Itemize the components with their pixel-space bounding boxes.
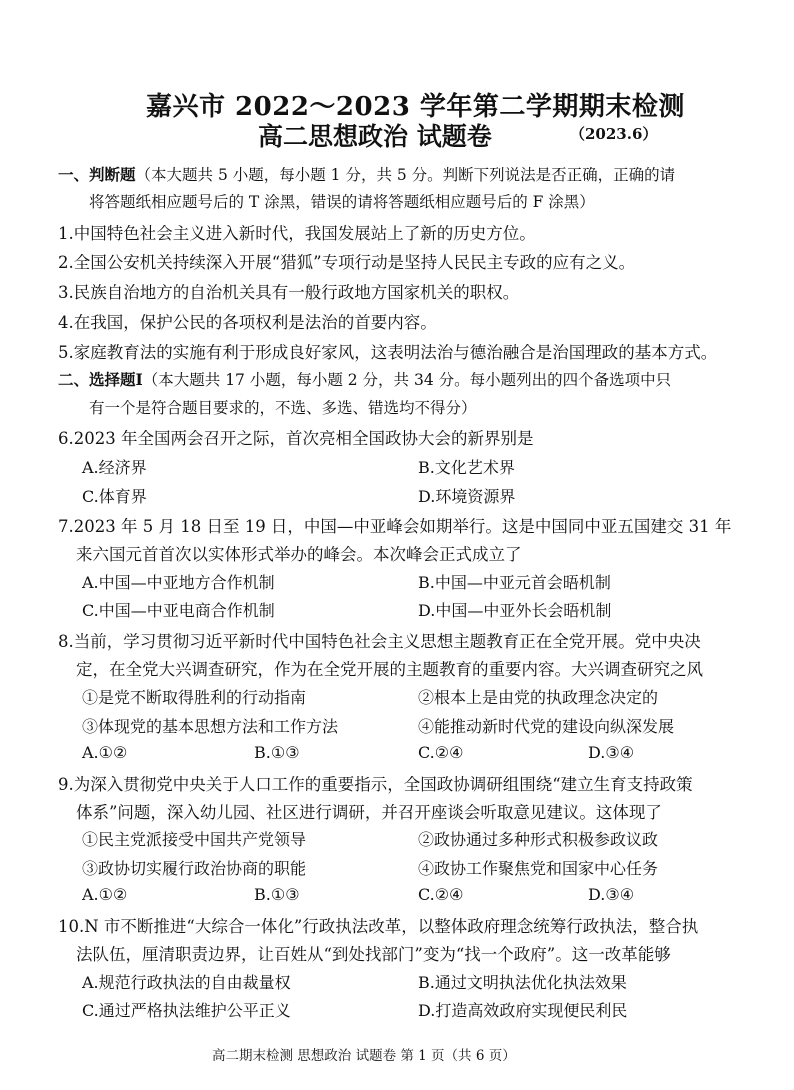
exam-date: （2023.6）	[570, 125, 658, 143]
q7-option-a: A.中国—中亚地方合作机制	[82, 573, 275, 592]
judgement-item-4: 4.在我国，保护公民的各项权利是法治的首要内容。	[58, 313, 437, 332]
q7-option-c: C.中国—中亚电商合作机制	[82, 601, 275, 620]
q8-option-c: C.②④	[418, 743, 464, 762]
q9-option-d: D.③④	[588, 885, 635, 904]
judgement-item-3: 3.民族自治地方的自治机关具有一般行政地方国家机关的职权。	[58, 283, 520, 302]
section2-desc1: （本大题共 17 小题，每小题 2 分，共 34 分。每小题列出的四个备选项中只	[142, 371, 672, 389]
q9-statement-4: ④政协工作聚焦党和国家中心任务	[418, 859, 659, 878]
q9-option-a: A.①②	[82, 885, 128, 904]
q10-option-b: B.通过文明执法优化执法效果	[418, 973, 627, 992]
q10-option-c: C.通过严格执法维护公平正义	[82, 1001, 291, 1020]
q8-option-a: A.①②	[82, 743, 128, 762]
q8-option-b: B.①③	[254, 743, 300, 762]
section2-desc2: 有一个是符合题目要求的，不选、多选、错选均不得分）	[89, 399, 477, 417]
q7-stem-line1: 7.2023 年 5 月 18 日至 19 日，中国—中亚峰会如期举行。这是中国同中亚五国建交 31 年	[58, 517, 732, 536]
q8-statement-3: ③体现党的基本思想方法和工作方法	[82, 717, 339, 736]
q10-stem-line2: 法队伍，厘清职责边界，让百姓从“到处找部门”变为“找一个政府”。这一改革能够	[76, 945, 671, 964]
page-footer: 高二期末检测 思想政治 试题卷 第 1 页（共 6 页）	[212, 1048, 516, 1064]
q6-option-b: B.文化艺术界	[418, 458, 515, 477]
exam-subtitle: 高二思想政治 试题卷	[258, 122, 492, 151]
q10-stem-line1: 10.N 市不断推进“大综合一体化”行政执法改革，以整体政府理念统筹行政执法，整合执	[58, 917, 699, 936]
section1-header	[58, 163, 675, 185]
section1-desc1: （本大题共 5 小题，每小题 1 分，共 5 分。判断下列说法是否正确，正确的请	[135, 166, 676, 184]
judgement-item-5: 5.家庭教育法的实施有利于形成良好家风，这表明法治与德治融合是治国理政的基本方式。	[58, 343, 718, 362]
q8-statement-4: ④能推动新时代党的建设向纵深发展	[418, 717, 675, 736]
q6-stem: 6.2023 年全国两会召开之际，首次亮相全国政协大会的新界别是	[58, 429, 534, 448]
q9-option-c: C.②④	[418, 885, 464, 904]
q9-statement-2: ②政协通过多种形式积极参政议政	[418, 830, 659, 849]
section2-heading: 二、选择题Ⅰ	[58, 370, 143, 389]
q9-stem-line2: 体系”问题，深入幼儿园、社区进行调研，并召开座谈会听取意见建议。这体现了	[76, 803, 662, 822]
q7-option-d: D.中国—中亚外长会晤机制	[418, 601, 612, 620]
judgement-item-2: 2.全国公安机关持续深入开展“猎狐”专项行动是坚持人民民主专政的应有之义。	[58, 253, 636, 272]
q10-option-d: D.打造高效政府实现便民利民	[418, 1001, 628, 1020]
q9-statement-1: ①民主党派接受中国共产党领导	[82, 830, 307, 849]
q8-option-d: D.③④	[588, 743, 635, 762]
q6-option-d: D.环境资源界	[418, 487, 516, 506]
q8-stem-line1: 8.当前，学习贯彻习近平新时代中国特色社会主义思想主题教育正在全党开展。党中央决	[58, 632, 701, 651]
q7-option-b: B.中国—中亚元首会晤机制	[418, 573, 611, 592]
q6-option-a: A.经济界	[82, 458, 147, 477]
section1-desc2: 将答题纸相应题号后的 T 涂黑，错误的请将答题纸相应题号后的 F 涂黑）	[89, 193, 595, 211]
exam-title: 嘉兴市 2022～2023 学年第二学期期末检测	[146, 92, 685, 122]
section2-header	[58, 368, 671, 390]
q8-statement-1: ①是党不断取得胜利的行动指南	[82, 688, 307, 707]
q6-option-c: C.体育界	[82, 487, 147, 506]
q10-option-a: A.规范行政执法的自由裁量权	[82, 973, 291, 992]
q8-stem-line2: 定，在全党大兴调查研究，作为在全党开展的主题教育的重要内容。大兴调查研究之风	[76, 660, 703, 679]
q9-stem-line1: 9.为深入贯彻党中央关于人口工作的重要指示，全国政协调研组围绕“建立生育支持政策	[58, 775, 693, 794]
judgement-item-1: 1.中国特色社会主义进入新时代，我国发展站上了新的历史方位。	[58, 224, 536, 243]
q8-statement-2: ②根本上是由党的执政理念决定的	[418, 688, 659, 707]
q9-option-b: B.①③	[254, 885, 300, 904]
section1-heading: 一、判断题	[58, 165, 136, 184]
q7-stem-line2: 来六国元首首次以实体形式举办的峰会。本次峰会正式成立了	[76, 545, 522, 564]
q9-statement-3: ③政协切实履行政治协商的职能	[82, 859, 307, 878]
